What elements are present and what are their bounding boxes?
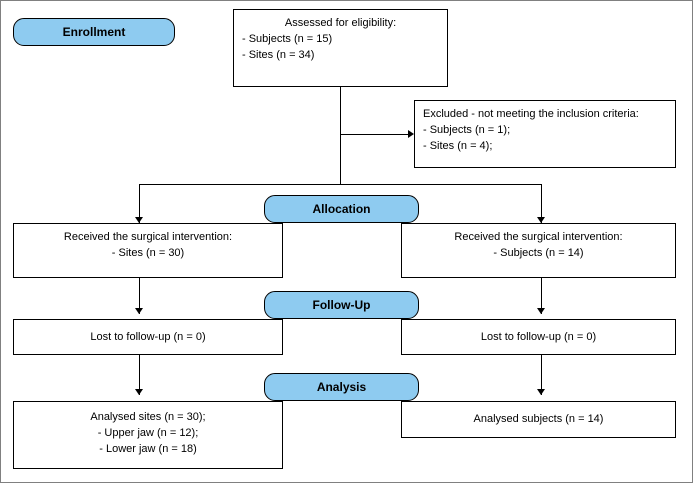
box-allocation-left: [13, 223, 283, 278]
box-analysis-left-line-3: - Lower jaw (n = 18): [99, 442, 197, 455]
box-allocation-right-line-2: - Subjects (n = 14): [493, 246, 584, 259]
box-excluded-line-3: - Sites (n = 4);: [423, 139, 493, 152]
box-analysis-left-line-1: Analysed sites (n = 30);: [90, 411, 206, 423]
box-allocation-left-line-2: - Sites (n = 30): [111, 246, 185, 259]
connector-to-excluded: [340, 134, 408, 135]
box-followup-right: [401, 319, 676, 355]
box-allocation-right-line-1: Received the surgical intervention:: [454, 231, 623, 243]
box-assessed-line-3: - Sites (n = 34): [242, 48, 315, 61]
box-analysis-right: [401, 401, 676, 438]
box-followup-left: [13, 319, 283, 355]
arrowhead-analysis-left: [135, 389, 143, 395]
arrowhead-followup-left: [135, 308, 143, 314]
connector-assessed-down: [340, 87, 341, 184]
stage-analysis-label: Analysis: [316, 380, 367, 394]
box-analysis-left: [13, 401, 283, 469]
box-allocation-left-line-1: Received the surgical intervention:: [63, 231, 233, 243]
box-excluded: [414, 100, 676, 168]
arrowhead-analysis-right: [537, 389, 545, 395]
box-allocation-right: [401, 223, 676, 278]
box-excluded-line-2: - Subjects (n = 1);: [423, 123, 511, 136]
box-assessed-line-2: - Subjects (n = 15): [242, 32, 333, 45]
box-analysis-left-line-2: - Upper jaw (n = 12);: [97, 426, 199, 439]
box-followup-left-line-1: Lost to follow-up (n = 0): [90, 331, 206, 343]
stage-allocation: [264, 195, 419, 223]
box-excluded-line-1: Excluded - not meeting the inclusion criteria:: [423, 108, 639, 120]
box-assessed-for-eligibility: [233, 9, 448, 87]
stage-enrollment: [13, 18, 175, 46]
connector-allocation-split: [139, 184, 542, 185]
stage-followup-label: Follow-Up: [312, 298, 371, 312]
box-assessed-line-1: Assessed for eligibility:: [284, 17, 397, 29]
stage-analysis: [264, 373, 419, 401]
arrowhead-to-excluded: [408, 130, 414, 138]
box-analysis-right-line-1: Analysed subjects (n = 14): [473, 413, 604, 425]
box-followup-right-line-1: Lost to follow-up (n = 0): [480, 331, 597, 343]
stage-allocation-label: Allocation: [312, 202, 371, 216]
arrowhead-followup-right: [537, 308, 545, 314]
stage-followup: [264, 291, 419, 319]
stage-enrollment-label: Enrollment: [62, 25, 126, 39]
